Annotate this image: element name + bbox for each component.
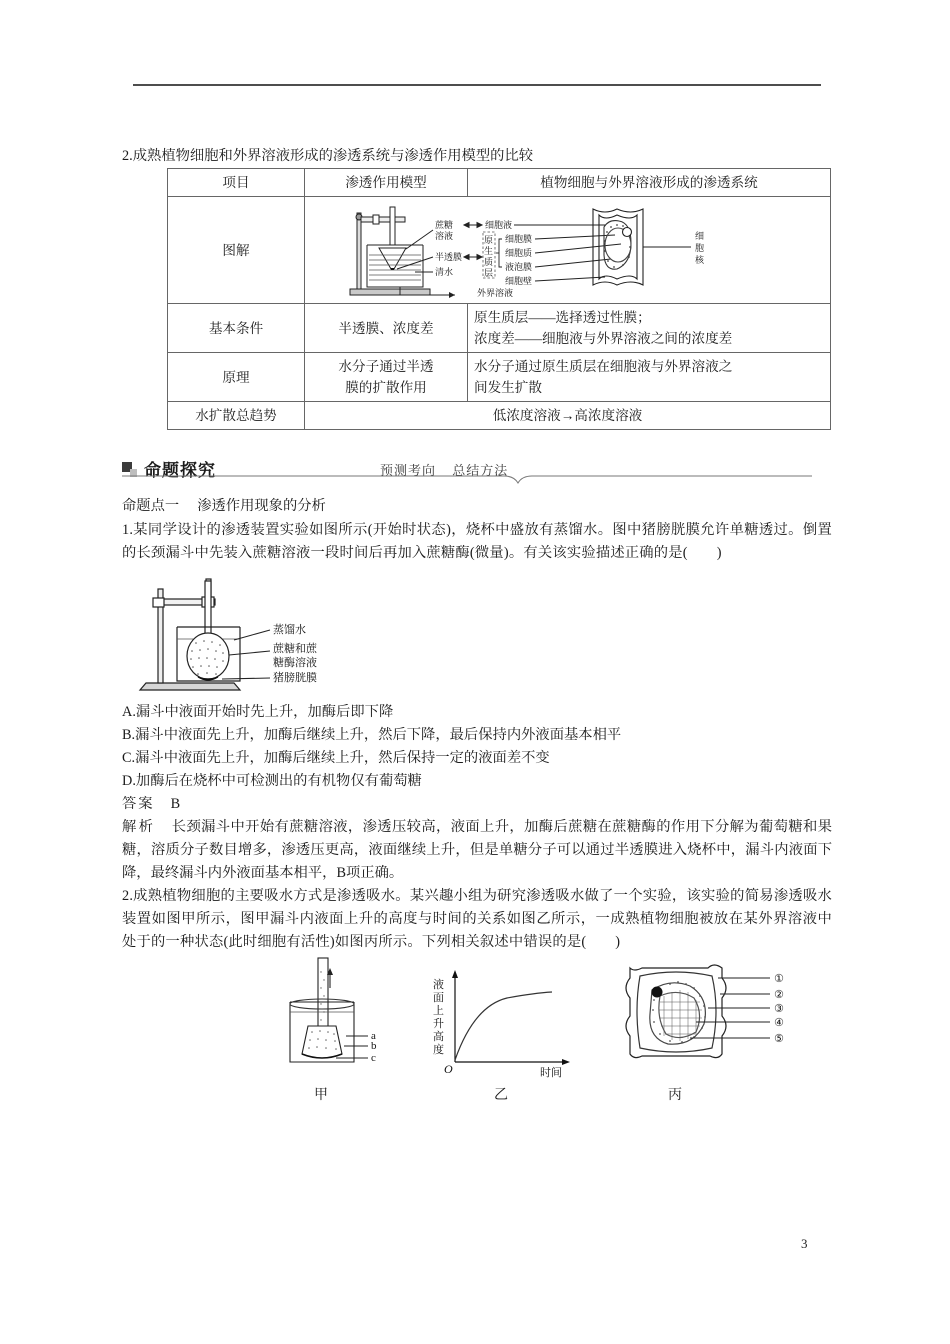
label-sucrose-solution-2: 溶液	[435, 232, 454, 242]
table-row-basic-conditions	[168, 304, 831, 353]
row-label-principle: 原理	[168, 353, 305, 402]
option-a: A.漏斗中液面开始时先上升，加酶后即下降	[122, 704, 394, 720]
label-bing-3: ③	[774, 1002, 784, 1015]
label-cell-wall: 细胞壁	[505, 277, 533, 287]
osmosis-comparison-figure	[305, 199, 830, 301]
label-vacuole-membrane: 液泡膜	[505, 263, 533, 273]
label-sucrose-solution-1: 蔗糖	[435, 221, 454, 231]
caption-bing: 丙	[668, 1088, 682, 1103]
point-one-header	[122, 494, 832, 518]
label-yi-ylabel-1: 液	[433, 978, 444, 991]
point-one-label: 命题点一	[122, 498, 180, 514]
svg-text:升: 升	[433, 1017, 444, 1030]
label-bing-2: ②	[774, 988, 784, 1001]
table-header-item: 项目	[168, 169, 305, 197]
principle-model-line2: 膜的扩散作用	[345, 380, 427, 395]
svg-text:质: 质	[484, 258, 494, 268]
option-c: C.漏斗中液面先上升，加酶后继续上升，然后保持一定的液面差不变	[122, 750, 550, 766]
banner-tag-0: 预测考向	[380, 463, 437, 478]
page-number: 3	[801, 1236, 808, 1251]
question-2-text: 2.成熟植物细胞的主要吸水方式是渗透吸水。某兴趣小组为研究渗透吸水做了一个实验，该实验的简易渗透吸水装置如图甲所示，图甲漏斗内液面上升的高度与时间的关系如图乙所示，一成熟植物细胞被放在某外界溶液中处于的一种状态(此时细胞有活性)如图丙所示。下列相关叙述中错误的是( )	[122, 888, 832, 950]
label-cytoplasm: 细胞质	[505, 249, 533, 259]
answer-row	[122, 793, 832, 816]
label-distilled-water: 蒸馏水	[273, 623, 306, 636]
label-jia-a: a	[371, 1030, 376, 1042]
analysis-text: 长颈漏斗中开始有蔗糖溶液，渗透压较高，液面上升，加酶后蔗糖在蔗糖酶的作用下分解为葡萄糖和果糖，溶质分子数目增多，渗透压更高，液面继续上升，但是单糖分子可以通过半透膜进入烧杯中，漏斗内液面下降，最终漏斗内外液面基本相平，B项正确。	[122, 819, 833, 881]
point-one-title: 渗透作用现象的分析	[197, 498, 326, 514]
osmosis-apparatus-svg	[122, 571, 372, 696]
answer-value: B	[170, 796, 181, 812]
svg-text:高: 高	[433, 1030, 444, 1043]
label-yi-xlabel: 时间	[540, 1066, 562, 1079]
analysis-row	[122, 816, 832, 885]
principle-model	[305, 353, 468, 402]
caption-yi: 乙	[494, 1088, 508, 1103]
label-cell-membrane: 细胞膜	[505, 235, 533, 245]
principle-system-line2: 间发生扩散	[474, 380, 542, 395]
answer-label: 答案	[122, 796, 155, 812]
principle-system	[468, 353, 831, 402]
row-label-figure: 图解	[168, 197, 305, 304]
question-1-figure	[122, 571, 832, 696]
row-label-basic-conditions: 基本条件	[168, 304, 305, 353]
svg-text:面: 面	[433, 991, 444, 1004]
table-header-system: 植物细胞与外界溶液形成的渗透系统	[468, 169, 831, 197]
label-external-solution: 外界溶液	[477, 289, 514, 299]
banner-title: 命题探究	[144, 461, 216, 481]
table-header-model: 渗透作用模型	[305, 169, 468, 197]
label-nucleus-2: 胞	[695, 244, 705, 254]
label-jia-c: c	[371, 1052, 376, 1064]
section-banner	[122, 456, 832, 486]
diffusion-trend-value: 低浓度溶液→高浓度溶液	[305, 402, 831, 430]
label-nucleus-1: 细	[695, 232, 705, 242]
table-row-diffusion-trend	[168, 402, 831, 430]
principle-system-line1: 水分子通过原生质层在细胞液与外界溶液之	[474, 359, 733, 374]
comparison-table	[167, 168, 831, 430]
figure-bing	[626, 965, 726, 1058]
figure-cell	[305, 197, 831, 304]
label-jia-b: b	[371, 1040, 377, 1052]
label-pig-bladder-membrane: 猪膀胱膜	[273, 671, 317, 684]
question-1-text: 1.某同学设计的渗透装置实验如图所示(开始时状态)，烧杯中盛放有蒸馏水。图中猪膀胱膜允许单糖透过。倒置的长颈漏斗中先装入蔗糖溶液一段时间后再加入蔗糖酶(微量)。有关该实验描述正确的是( )	[122, 522, 832, 561]
label-clear-water: 清水	[435, 268, 454, 278]
svg-text:生: 生	[484, 247, 494, 257]
label-cell-sap: 细胞液	[485, 221, 513, 231]
basic-conditions-line1: 原生质层——选择透过性膜；	[474, 310, 651, 325]
basic-conditions-system	[468, 304, 831, 353]
question-2-figures	[122, 954, 832, 1084]
svg-text:原: 原	[484, 236, 494, 246]
svg-text:层: 层	[484, 269, 494, 279]
table-header-row	[168, 169, 831, 197]
option-b: B.漏斗中液面先上升，加酶后继续上升，然后下降，最后保持内外液面基本相平	[122, 727, 622, 743]
figure-captions	[122, 1084, 832, 1108]
table-row-figure	[168, 197, 831, 304]
basic-conditions-model: 半透膜、浓度差	[305, 304, 468, 353]
analysis-label: 解析	[122, 819, 156, 835]
label-semipermeable-membrane: 半透膜	[435, 253, 463, 263]
label-nucleus-3: 核	[695, 256, 705, 266]
basic-conditions-line2: 浓度差——细胞液与外界溶液之间的浓度差	[474, 331, 733, 346]
label-sucrose-enzyme-1: 蔗糖和蔗	[273, 642, 317, 655]
label-sucrose-enzyme-2: 糖酶溶液	[273, 656, 317, 669]
bing-nucleus-dot	[652, 987, 663, 998]
figure-yi	[433, 970, 570, 1079]
page-content	[122, 0, 832, 1108]
label-bing-1: ①	[774, 972, 784, 985]
option-d: D.加酶后在烧杯中可检测出的有机物仅有葡萄糖	[122, 773, 422, 789]
svg-text:上: 上	[433, 1004, 444, 1017]
caption-jia: 甲	[314, 1088, 328, 1103]
row-label-diffusion-trend: 水扩散总趋势	[168, 402, 305, 430]
principle-model-line1: 水分子通过半透	[338, 359, 434, 374]
label-yi-origin: O	[444, 1062, 453, 1076]
banner-tag-1: 总结方法	[452, 463, 509, 478]
label-bing-5: ⑤	[774, 1032, 784, 1045]
section-2-heading: 2.成熟植物细胞和外界溶液形成的渗透系统与渗透作用模型的比较	[122, 148, 534, 164]
osmosis-model-and-cell-svg	[305, 199, 865, 301]
banner-underline	[122, 472, 812, 486]
figures-jia-yi-bing-svg	[122, 954, 832, 1084]
table-row-principle	[168, 353, 831, 402]
label-bing-4: ④	[774, 1016, 784, 1029]
svg-text:度: 度	[433, 1043, 444, 1056]
